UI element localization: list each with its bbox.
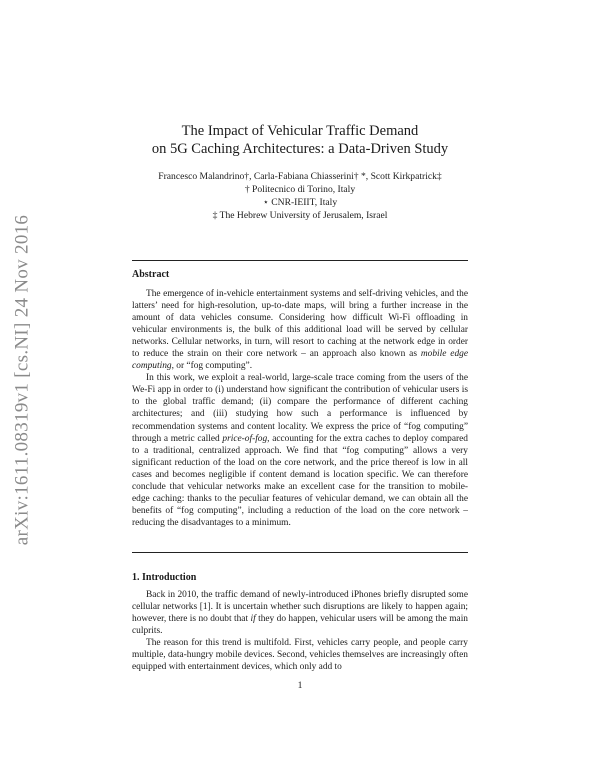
title-line-1: The Impact of Vehicular Traffic Demand [181, 123, 419, 139]
author-names: Francesco Malandrino†, Carla-Fabiana Chiasserini† *, Scott Kirkpatrick‡ [158, 171, 442, 182]
intro-paragraph-2: The reason for this trend is multifold. First, vehicles carry people, and people carry multiple, data-hungry mobile devices. Second, vehicles themselves are increasingly often equipped with entertainment devices, which only add to [132, 638, 468, 673]
intro-paragraph-1 [132, 589, 468, 637]
affiliation-cnr: ⋆ CNR-IEIIT, Italy [262, 197, 338, 208]
abstract-paragraph-2 [132, 372, 468, 529]
intro-p1-emphasis: if [250, 614, 256, 625]
abstract-bottom-rule [132, 552, 468, 553]
affiliation-polito: † Politecnico di Torino, Italy [244, 184, 356, 195]
intro-p1-text-a: Back in 2010, the traffic demand of newly-introduced iPhones briefly disrupted some cellular networks [1]. It is uncertain whether such disruptions are likely to happen again; however, there is no doubt that [132, 590, 468, 625]
abstract-p2-text-b: , accounting for the extra caches to deploy compared to a traditional, centralized approach. We find that “fog computing” allows a very significant reduction of the load on the core network, and the price thereof is low in all cases and becomes negligible if content demand is location specific. We can therefore conclude that vehicular networks make an excellent case for the transition to mobile-edge caching: thanks to the peculiar features of vehicular demand, we can obtain all the benefits of “fog computing”, including a reduction of the load on the core network – reducing the disadvantages to a minimum. [132, 433, 468, 528]
abstract-p2-emphasis: price-of-fog [222, 433, 268, 444]
abstract-top-rule [132, 260, 468, 261]
abstract-p1-text: The emergence of in-vehicle entertainment systems and self-driving vehicles, and the latters’ need for high-resolution, up-to-date maps, will bring a further increase in the amount of data vehicles consume. Considering how difficult Wi-Fi offloading in vehicular environments is, the bulk of this additional load will be served by cellular networks. Cellular networks, in turn, will resort to caching at the network edge in order to reduce the strain on their core network – an approach also known as [132, 289, 468, 360]
abstract-body [132, 288, 468, 529]
abstract-p1-tail: , or “fog computing”. [171, 361, 253, 372]
abstract-heading: Abstract [132, 269, 170, 280]
arxiv-stamp [4, 210, 40, 550]
abstract-paragraph-1 [132, 288, 468, 372]
abstract-p2-text-a: In this work, we exploit a real-world, large-scale trace coming from the users of the We-Fi app in order to (i) understand how significant the contribution of vehicular users is to the global traffic demand; (ii) compare the performance of different caching architectures; and (iii) studying how such a performance is influenced by recommendation systems and content locality. We express the price of “fog computing” through a metric called [132, 373, 468, 444]
author-block [100, 170, 500, 222]
title-line-2: on 5G Caching Architectures: a Data-Driven Study [151, 141, 449, 157]
page-number: 1 [297, 680, 303, 691]
paper-title [100, 122, 500, 158]
arxiv-identifier: arXiv:1611.08319v1 [cs.NI] 24 Nov 2016 [11, 214, 32, 546]
intro-p1-text-b: they do happen, vehicular users will be among the main culprits. [132, 614, 468, 637]
abstract-p1-emphasis: mobile edge computing [132, 349, 468, 372]
affiliation-huji: ‡ The Hebrew University of Jerusalem, Israel [212, 210, 388, 221]
introduction-body [132, 589, 468, 673]
section-heading-introduction: 1. Introduction [132, 572, 197, 583]
